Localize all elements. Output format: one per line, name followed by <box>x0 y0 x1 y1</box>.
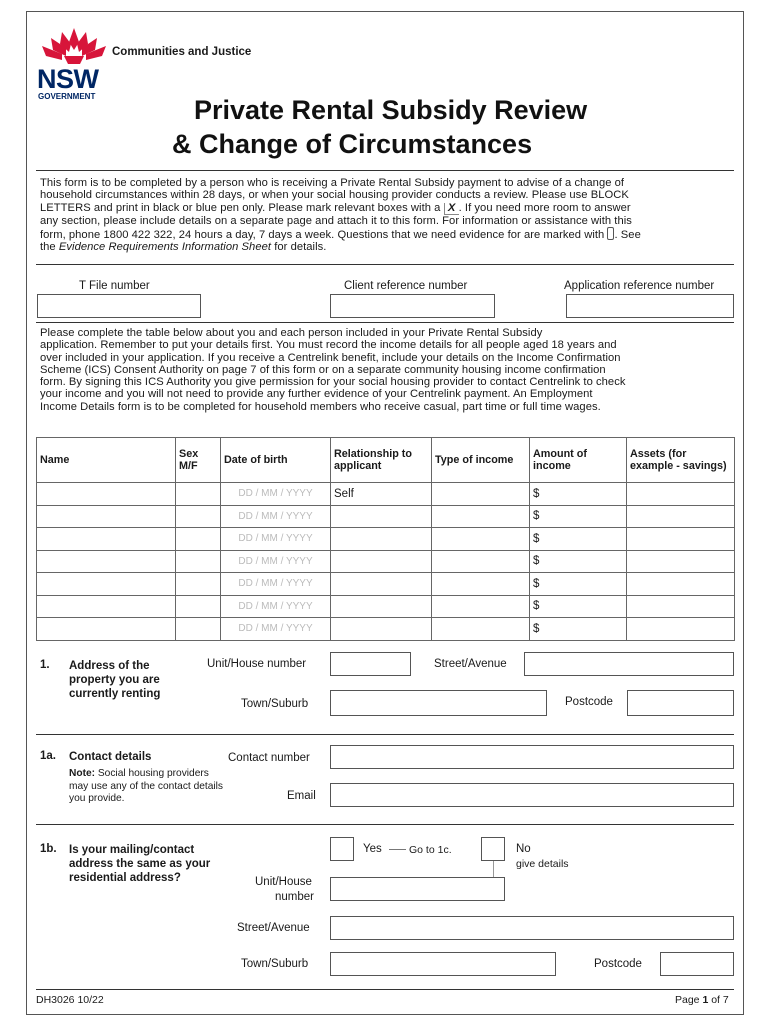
note-text: Social housing providers may use any of the contact details you provide. <box>69 768 224 804</box>
table-row <box>37 573 735 596</box>
dob-cell[interactable]: DD / MM / YYYY <box>221 483 331 506</box>
form-title-line1: Private Rental Subsidy Review <box>194 95 588 125</box>
assets-cell[interactable] <box>627 505 735 528</box>
client-ref-input[interactable] <box>330 294 495 318</box>
header-relationship: Relationship to applicant <box>331 438 432 483</box>
sex-cell[interactable] <box>176 483 221 506</box>
income-amount-cell[interactable]: $ <box>530 550 627 573</box>
tfile-input[interactable] <box>37 294 201 318</box>
section-1b-number: 1b. <box>40 843 57 855</box>
x-mark-example-icon: X <box>444 203 459 215</box>
waratah-logo-icon <box>36 26 112 66</box>
postcode-input[interactable] <box>627 690 734 716</box>
tfile-label: T File number <box>79 280 150 292</box>
divider <box>36 989 734 990</box>
section-1b-question: Is your mailing/contact address the same as your residential address? <box>69 844 211 884</box>
section-1-question: Address of the property you are currently renting <box>69 660 161 700</box>
give-details-label: give details <box>516 858 569 870</box>
table-row <box>37 595 735 618</box>
income-type-cell[interactable] <box>432 483 530 506</box>
assets-cell[interactable] <box>627 618 735 641</box>
income-amount-cell[interactable]: $ <box>530 618 627 641</box>
no-checkbox[interactable] <box>481 837 505 861</box>
unit-house-label-2b: number <box>275 891 314 903</box>
arrow-line <box>389 849 406 850</box>
contact-note <box>69 768 229 806</box>
instructions-line: your income and you will not need to provide any further evidence of your Centrelink payment. An Employment <box>40 388 593 401</box>
no-label: No <box>516 843 531 855</box>
income-amount-cell[interactable]: $ <box>530 528 627 551</box>
dob-cell[interactable]: DD / MM / YYYY <box>221 550 331 573</box>
form-code: DH3026 10/22 <box>36 994 104 1006</box>
name-cell[interactable] <box>37 550 176 573</box>
name-cell[interactable] <box>37 595 176 618</box>
divider <box>36 824 734 825</box>
sex-cell[interactable] <box>176 505 221 528</box>
dob-cell[interactable]: DD / MM / YYYY <box>221 505 331 528</box>
name-cell[interactable] <box>37 483 176 506</box>
email-label: Email <box>287 790 316 802</box>
income-type-cell[interactable] <box>432 618 530 641</box>
intro-text: the <box>40 241 56 254</box>
sex-cell[interactable] <box>176 528 221 551</box>
section-1-number: 1. <box>40 659 50 671</box>
header-sex: Sex M/F <box>176 438 221 483</box>
section-1a-number: 1a. <box>40 750 56 762</box>
mailing-unit-house-input[interactable] <box>330 877 505 901</box>
page-prefix: Page <box>675 994 700 1006</box>
assets-cell[interactable] <box>627 483 735 506</box>
name-cell[interactable] <box>37 618 176 641</box>
intro-line <box>40 202 641 215</box>
income-type-cell[interactable] <box>432 550 530 573</box>
mailing-town-input[interactable] <box>330 952 556 976</box>
income-type-cell[interactable] <box>432 573 530 596</box>
relationship-cell[interactable] <box>331 618 432 641</box>
name-cell[interactable] <box>37 573 176 596</box>
name-cell[interactable] <box>37 505 176 528</box>
contact-number-input[interactable] <box>330 745 734 769</box>
instructions-line: Income Details form is to be completed for household members who receive casual, part time or full time wages. <box>40 400 601 413</box>
income-type-cell[interactable] <box>432 505 530 528</box>
divider <box>36 264 734 265</box>
page-total: of 7 <box>711 994 729 1006</box>
relationship-cell[interactable] <box>331 595 432 618</box>
intro-text: . See <box>614 228 641 241</box>
section-1a-question: Contact details <box>69 751 152 763</box>
go-to-1c-label: Go to 1c. <box>409 844 452 856</box>
header-income-type: Type of income <box>432 438 530 483</box>
income-amount-cell[interactable]: $ <box>530 483 627 506</box>
instructions-line: Scheme (ICS) Consent Authority on page 7 of this form or on a separate community housing income confirmation <box>40 363 606 376</box>
town-suburb-label: Town/Suburb <box>241 698 309 710</box>
relationship-cell[interactable] <box>331 505 432 528</box>
assets-cell[interactable] <box>627 528 735 551</box>
mailing-town-label: Town/Suburb <box>241 958 309 970</box>
yes-checkbox[interactable] <box>330 837 354 861</box>
page-current: 1 <box>702 994 709 1006</box>
unit-house-input[interactable] <box>330 652 411 676</box>
sex-cell[interactable] <box>176 595 221 618</box>
intro-text: LETTERS and print in black or blue pen only. Please mark relevant boxes with a <box>40 201 441 214</box>
intro-line: This form is to be completed by a person who is receiving a Private Rental Subsidy payment to advise of a change of <box>40 177 625 189</box>
street-avenue-input[interactable] <box>524 652 734 676</box>
dob-cell[interactable]: DD / MM / YYYY <box>221 595 331 618</box>
instructions-paragraph <box>40 327 625 413</box>
mailing-street-label: Street/Avenue <box>237 922 310 934</box>
relationship-cell[interactable]: Self <box>331 483 432 506</box>
sex-cell[interactable] <box>176 573 221 596</box>
street-avenue-label: Street/Avenue <box>434 658 507 670</box>
intro-line: any section, please include details on a separate page and attach it to this form. For information or assistance with this <box>40 214 632 227</box>
sex-cell[interactable] <box>176 550 221 573</box>
relationship-cell[interactable] <box>331 550 432 573</box>
dob-cell[interactable]: DD / MM / YYYY <box>221 528 331 551</box>
instructions-line: over included in your application. If you receive a Centrelink benefit, include your details on the Income Confirmation <box>40 351 621 364</box>
intro-line: household circumstances within 28 days, or when your social housing provider conducts a review. Please use BLOCK <box>40 189 629 202</box>
divider <box>36 322 734 323</box>
dob-cell[interactable]: DD / MM / YYYY <box>221 573 331 596</box>
household-table <box>36 437 735 641</box>
postcode-label: Postcode <box>565 696 613 708</box>
intro-paragraph <box>40 177 641 253</box>
intro-line <box>40 227 641 241</box>
evidence-sheet-title: Evidence Requirements Information Sheet <box>58 241 272 254</box>
header-assets: Assets (for example - savings) <box>627 438 735 483</box>
assets-cell[interactable] <box>627 573 735 596</box>
header-income-amount: Amount of income <box>530 438 627 483</box>
header-name: Name <box>37 438 176 483</box>
town-suburb-input[interactable] <box>330 690 547 716</box>
instructions-line: Please complete the table below about you and each person included in your Private Rental Subsidy <box>40 327 543 339</box>
header-dob: Date of birth <box>221 438 331 483</box>
table-row <box>37 618 735 641</box>
assets-cell[interactable] <box>627 595 735 618</box>
department-name: Communities and Justice <box>112 46 252 58</box>
page-number <box>675 994 729 1006</box>
sex-cell[interactable] <box>176 618 221 641</box>
divider <box>36 170 734 171</box>
income-type-cell[interactable] <box>432 595 530 618</box>
table-row <box>37 505 735 528</box>
application-ref-input[interactable] <box>566 294 734 318</box>
instructions-line: form. By signing this ICS Authority you give permission for your social housing provider to contact Centrelink to check <box>40 376 626 389</box>
table-header-row <box>37 438 735 483</box>
note-label: Note: <box>69 768 96 779</box>
income-type-cell[interactable] <box>432 528 530 551</box>
connector-line <box>493 861 494 877</box>
table-row <box>37 550 735 573</box>
assets-cell[interactable] <box>627 550 735 573</box>
application-ref-label: Application reference number <box>564 280 715 292</box>
form-title-line2: & Change of Circumstances <box>172 129 533 159</box>
income-amount-cell[interactable]: $ <box>530 505 627 528</box>
divider <box>36 734 734 735</box>
name-cell[interactable] <box>37 528 176 551</box>
intro-text: for details. <box>274 241 327 254</box>
unit-house-label-2: Unit/House <box>255 876 312 888</box>
table-row <box>37 483 735 506</box>
mailing-street-input[interactable] <box>330 916 734 940</box>
contact-number-label: Contact number <box>228 752 310 764</box>
mailing-postcode-label: Postcode <box>594 958 642 970</box>
table-row <box>37 528 735 551</box>
mailing-postcode-input[interactable] <box>660 952 734 976</box>
relationship-cell[interactable] <box>331 573 432 596</box>
income-amount-cell[interactable]: $ <box>530 595 627 618</box>
unit-house-label: Unit/House number <box>207 658 307 670</box>
income-amount-cell[interactable]: $ <box>530 573 627 596</box>
nsw-logo-text: NSW <box>37 64 99 94</box>
client-ref-label: Client reference number <box>344 280 468 292</box>
intro-text: . If you need more room to answer <box>458 201 631 214</box>
government-logo-text: GOVERNMENT <box>38 92 96 101</box>
relationship-cell[interactable] <box>331 528 432 551</box>
instructions-line: application. Remember to put your details first. You must record the income details for all people aged 18 years and <box>40 339 617 352</box>
yes-label: Yes <box>363 843 382 855</box>
dob-cell[interactable]: DD / MM / YYYY <box>221 618 331 641</box>
intro-line <box>40 241 641 253</box>
intro-text: form, phone 1800 422 322, 24 hours a day, 7 days a week. Questions that we need evidence for are marked with <box>40 228 605 241</box>
email-input[interactable] <box>330 783 734 807</box>
